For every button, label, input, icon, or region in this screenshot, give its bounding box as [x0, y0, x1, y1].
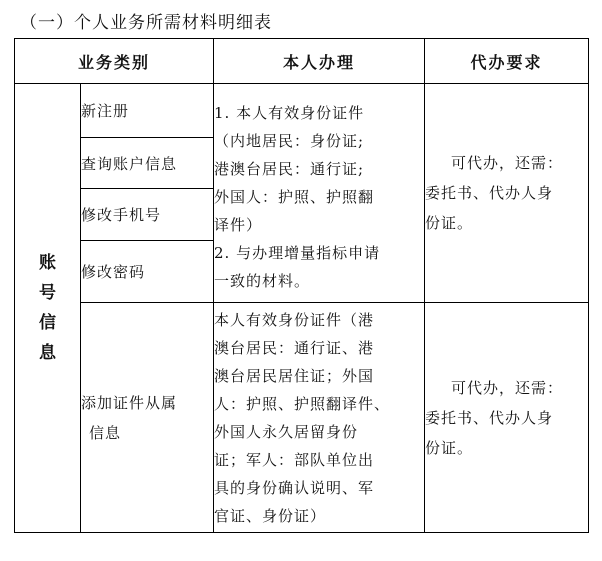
text-line: 证；军人：部队单位出 — [214, 450, 375, 469]
item-change-password: 修改密码 — [81, 241, 214, 303]
header-category: 业务类别 — [15, 39, 214, 84]
header-row — [15, 39, 589, 84]
text-line: 信息 — [89, 423, 122, 442]
text-line: 澳台居民居住证；外国 — [214, 366, 375, 385]
text-line: 委托书、代办人身 — [425, 184, 554, 202]
text-line: 添加证件从属 — [81, 393, 178, 412]
text-line: 1. 本人有效身份证件 — [214, 104, 365, 122]
table-title: （一）个人业务所需材料明细表 — [20, 13, 272, 33]
table-row — [15, 84, 589, 138]
text-line: 官证、身份证） — [214, 506, 327, 525]
item-change-phone: 修改手机号 — [81, 189, 214, 241]
text-line: 委托书、代办人身 — [425, 408, 554, 427]
text-line: 外国人：护照、护照翻 — [214, 188, 375, 206]
text-line: 份证。 — [425, 438, 474, 457]
item-new-register: 新注册 — [81, 84, 214, 138]
category-char: 信 — [39, 313, 56, 333]
category-char: 账 — [39, 253, 56, 273]
text-line: 港澳台居民：通行证; — [214, 160, 365, 178]
text-line: 外国人永久居留身份 — [214, 422, 359, 441]
category-cell — [15, 84, 81, 533]
self-requirements-2 — [214, 303, 425, 533]
materials-table — [14, 38, 589, 533]
text-line: 具的身份确认说明、军 — [214, 478, 375, 497]
proxy-requirements-1 — [425, 84, 589, 303]
text-line: 一致的材料。 — [214, 272, 311, 290]
item-query-account: 查询账户信息 — [81, 138, 214, 189]
text-line: 本人有效身份证件（港 — [214, 310, 375, 329]
text-line: （内地居民：身份证; — [214, 132, 365, 150]
text-line: 澳台居民：通行证、港 — [214, 338, 375, 357]
table-row — [15, 303, 589, 533]
text-line: 份证。 — [425, 214, 474, 232]
text-line: 可代办，还需： — [451, 378, 564, 397]
text-line: 可代办，还需： — [451, 154, 564, 172]
header-proxy: 代办要求 — [425, 39, 589, 84]
item-add-id-info — [81, 303, 214, 533]
text-line: 2. 与办理增量指标申请 — [214, 244, 381, 262]
self-requirements-1 — [214, 84, 425, 303]
proxy-requirements-2 — [425, 303, 589, 533]
category-char: 息 — [39, 343, 56, 363]
category-char: 号 — [39, 283, 56, 303]
header-self: 本人办理 — [214, 39, 425, 84]
text-line: 译件） — [214, 216, 263, 234]
text-line: 人：护照、护照翻译件、 — [214, 394, 391, 413]
